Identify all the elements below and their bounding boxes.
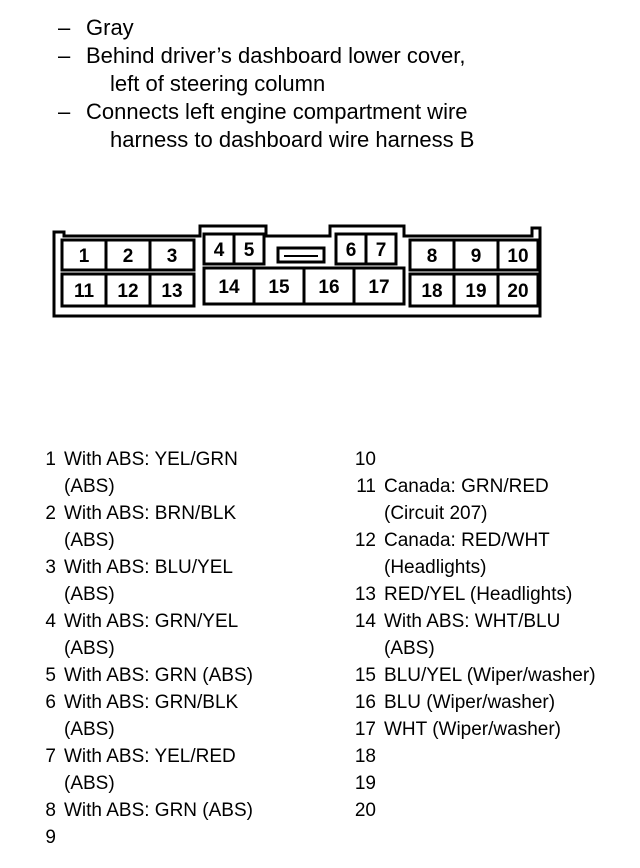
connector-pin [454, 240, 498, 270]
pin-description: BLU (Wiper/washer) [384, 692, 556, 713]
pin-number: 9 [45, 827, 56, 848]
pin-number: 19 [354, 773, 376, 794]
pin-number: 1 [45, 449, 56, 470]
connector-pin [498, 240, 538, 270]
connector-pin-label: 6 [345, 240, 357, 261]
pin-number: 2 [45, 503, 56, 524]
connector-pin-label: 7 [375, 240, 387, 261]
location-line-2: left of steering column [110, 71, 326, 96]
connector-pin [410, 240, 454, 270]
connector-pin [454, 274, 498, 306]
connector-pin-label: 17 [368, 277, 390, 298]
connector-pin [62, 240, 106, 270]
pin-number: 18 [354, 746, 376, 767]
pin-number: 5 [45, 665, 56, 686]
connector-pin [106, 240, 150, 270]
connector-pin [204, 234, 234, 264]
pin-entry [30, 608, 330, 662]
dash-mark: – [58, 43, 71, 68]
connector-diagram [0, 0, 640, 330]
pin-layer [62, 234, 538, 306]
location-line-1: Behind driver’s dashboard lower cover, [86, 43, 466, 68]
pin-description: Canada: RED/WHT [384, 530, 550, 551]
connector-pin-label: 13 [161, 281, 183, 302]
connector-pin-label: 10 [507, 246, 529, 267]
pin-description: RED/YEL (Headlights) [384, 584, 573, 605]
pin-number: 3 [45, 557, 56, 578]
pin-description: WHT (Wiper/washer) [384, 719, 561, 740]
pin-description-cont: (Circuit 207) [384, 503, 488, 524]
pin-entry [350, 689, 640, 716]
pin-description: With ABS: BRN/BLK [64, 503, 237, 524]
connector-pin-label: 18 [421, 281, 443, 302]
pin-description: With ABS: BLU/YEL [64, 557, 233, 578]
connector-pin-label: 1 [78, 246, 90, 267]
connector-pin [354, 268, 404, 304]
pin-description-cont: (Headlights) [384, 557, 487, 578]
pin-entry [30, 446, 330, 500]
connection-line-1: Connects left engine compartment wire [86, 99, 468, 124]
connector-pin-label: 15 [268, 277, 290, 298]
pin-description: Canada: GRN/RED [384, 476, 549, 497]
connector-pin-label: 8 [426, 246, 438, 267]
connector-pin-label: 20 [507, 281, 529, 302]
pin-description-cont: (ABS) [64, 638, 115, 659]
connector-pin-label: 4 [213, 240, 225, 261]
pin-number: 8 [45, 800, 56, 821]
dash-mark: – [58, 15, 71, 40]
pin-entry [30, 662, 330, 689]
pin-entry [350, 716, 640, 743]
connector-pin [254, 268, 304, 304]
pin-number: 11 [356, 476, 376, 497]
dash-mark: – [58, 99, 71, 124]
pin-number: 14 [354, 611, 376, 632]
pin-entry [350, 743, 640, 770]
pin-number: 16 [354, 692, 376, 713]
pin-entry [30, 689, 330, 743]
connector-pin [336, 234, 366, 264]
connector-pin [498, 274, 538, 306]
connector-pin-label: 2 [122, 246, 134, 267]
pin-description-cont: (ABS) [64, 773, 115, 794]
pin-number: 4 [45, 611, 56, 632]
connector-pin-label: 3 [166, 246, 178, 267]
color-text: Gray [86, 15, 134, 40]
pin-entry [30, 500, 330, 554]
pin-entry [350, 770, 640, 797]
pin-description: With ABS: WHT/BLU [384, 611, 561, 632]
pin-description: With ABS: YEL/GRN [64, 449, 238, 470]
pin-entry [350, 473, 640, 527]
pin-description: With ABS: GRN/YEL [64, 611, 239, 632]
pin-number: 12 [354, 530, 376, 551]
pin-entry [350, 608, 640, 662]
pin-number: 10 [354, 449, 376, 470]
connector-pin-label: 16 [318, 277, 340, 298]
pin-list-left [30, 446, 330, 851]
pin-number: 20 [354, 800, 376, 821]
pin-number: 17 [354, 719, 376, 740]
pin-description: BLU/YEL (Wiper/washer) [384, 665, 596, 686]
pin-entry [30, 743, 330, 797]
pin-entry [30, 824, 330, 851]
pin-entry [350, 797, 640, 824]
pin-entry [30, 797, 330, 824]
pin-description-cont: (ABS) [64, 530, 115, 551]
connector-pin [234, 234, 264, 264]
connector-pin-label: 5 [243, 240, 255, 261]
connector-pin-label: 19 [465, 281, 487, 302]
pin-description-cont: (ABS) [64, 719, 115, 740]
connector-pin [366, 234, 396, 264]
pin-description: With ABS: GRN (ABS) [64, 665, 253, 686]
pin-entry [350, 527, 640, 581]
pin-number: 6 [45, 692, 56, 713]
pin-description: With ABS: GRN/BLK [64, 692, 239, 713]
connector-pin [304, 268, 354, 304]
connector-pin [106, 274, 150, 306]
pin-number: 13 [354, 584, 376, 605]
connector-pin-label: 9 [470, 246, 482, 267]
pin-description-cont: (ABS) [64, 476, 115, 497]
connector-pin [62, 274, 106, 306]
connector-pin-label: 14 [218, 277, 240, 298]
pin-entry [350, 662, 640, 689]
pin-description: With ABS: GRN (ABS) [64, 800, 253, 821]
pin-description: With ABS: YEL/RED [64, 746, 236, 767]
connector-pin [150, 274, 194, 306]
pin-description-cont: (ABS) [64, 584, 115, 605]
connector-pin [410, 274, 454, 306]
pin-entry [30, 554, 330, 608]
connector-pin-label: 12 [117, 281, 139, 302]
connector-pin [204, 268, 254, 304]
pin-number: 7 [45, 746, 56, 767]
pin-entry [350, 581, 640, 608]
connector-pin-label: 11 [73, 281, 95, 302]
connection-line-2: harness to dashboard wire harness B [110, 127, 475, 152]
connector-pin [150, 240, 194, 270]
pin-entry [350, 446, 640, 473]
pin-list-right [350, 446, 640, 824]
pin-number: 15 [354, 665, 376, 686]
pin-description-cont: (ABS) [384, 638, 435, 659]
